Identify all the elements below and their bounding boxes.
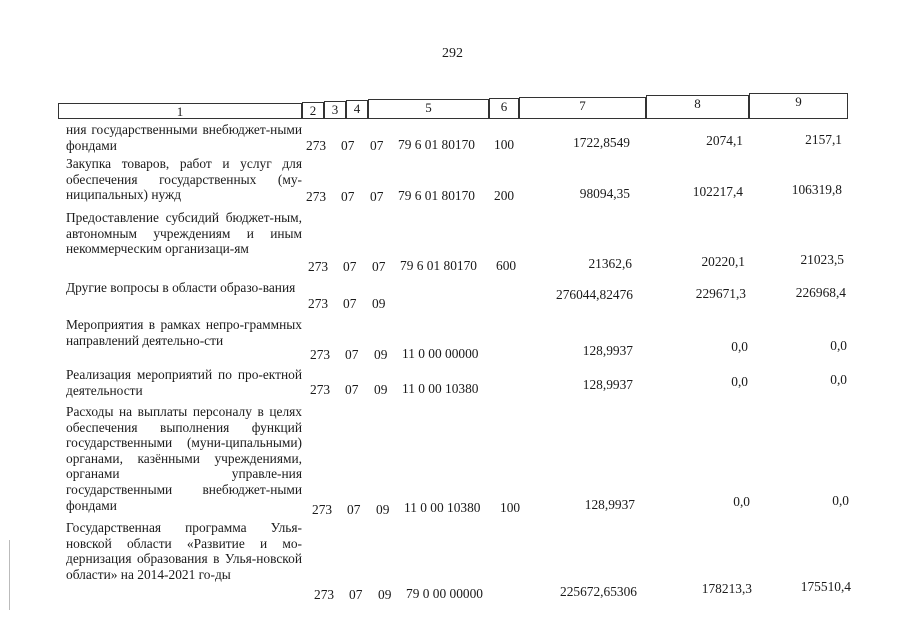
cell-col-4: 07 xyxy=(370,189,384,204)
cell-col-8: 2074,1 xyxy=(706,133,743,148)
row-description: ния государственными внебюджет-ными фондами xyxy=(66,122,302,153)
cell-col-5: 11 0 00 00000 xyxy=(402,346,479,361)
cell-col-5: 11 0 00 10380 xyxy=(402,381,479,396)
cell-col-5: 79 0 00 00000 xyxy=(406,586,483,601)
header-col-1: 1 xyxy=(58,103,302,119)
row-description: Предоставление субсидий бюджет-ным, автономным учреждениям и иным некоммерческим организаци-ям xyxy=(66,210,302,257)
header-col-2: 2 xyxy=(302,102,324,119)
cell-col-8: 0,0 xyxy=(731,374,748,389)
cell-col-9: 0,0 xyxy=(830,372,847,387)
cell-col-7: 276044,82476 xyxy=(556,287,633,302)
cell-col-7: 128,9937 xyxy=(582,377,633,392)
cell-col-2: 273 xyxy=(308,259,329,274)
cell-col-2: 273 xyxy=(312,502,333,517)
page-number: 292 xyxy=(442,46,463,61)
header-col-4: 4 xyxy=(346,100,368,119)
cell-col-4: 09 xyxy=(374,347,388,362)
cell-col-7: 225672,65306 xyxy=(560,584,637,599)
row-description: Мероприятия в рамках непро-граммных направлений деятельно-сти xyxy=(66,317,302,348)
header-col-7: 7 xyxy=(519,97,646,119)
cell-col-9: 106319,8 xyxy=(791,182,842,197)
header-col-5: 5 xyxy=(368,99,489,119)
cell-col-9: 2157,1 xyxy=(805,132,842,147)
cell-col-3: 07 xyxy=(343,259,357,274)
row-description: Закупка товаров, работ и услуг для обеспечения государственных (му-ниципальных) нужд xyxy=(66,156,302,203)
cell-col-2: 273 xyxy=(308,296,329,311)
cell-col-3: 07 xyxy=(345,382,359,397)
cell-col-3: 07 xyxy=(341,138,355,153)
cell-col-2: 273 xyxy=(314,587,335,602)
cell-col-2: 273 xyxy=(310,382,331,397)
cell-col-7: 128,9937 xyxy=(582,343,633,358)
cell-col-4: 07 xyxy=(372,259,386,274)
cell-col-8: 0,0 xyxy=(733,494,750,509)
cell-col-9: 0,0 xyxy=(832,493,849,508)
cell-col-9: 175510,4 xyxy=(800,579,851,594)
scan-margin-line xyxy=(9,540,10,610)
cell-col-9: 0,0 xyxy=(830,338,847,353)
cell-col-3: 07 xyxy=(341,189,355,204)
cell-col-7: 1722,8549 xyxy=(573,135,630,150)
cell-col-3: 07 xyxy=(349,587,363,602)
cell-col-8: 102217,4 xyxy=(692,184,743,199)
header-col-8: 8 xyxy=(646,95,749,119)
cell-col-8: 20220,1 xyxy=(701,254,745,269)
cell-col-6: 200 xyxy=(494,188,515,203)
cell-col-2: 273 xyxy=(306,138,327,153)
cell-col-3: 07 xyxy=(347,502,361,517)
row-description: Государственная программа Улья-новской области «Развитие и мо-дернизация образования в Улья-новской области» на 2014-2021 го-ды xyxy=(66,520,302,582)
header-col-3: 3 xyxy=(324,101,346,119)
cell-col-6: 100 xyxy=(494,137,515,152)
header-col-6: 6 xyxy=(489,98,519,119)
cell-col-8: 229671,3 xyxy=(695,286,746,301)
cell-col-4: 09 xyxy=(376,502,390,517)
cell-col-9: 226968,4 xyxy=(795,285,846,300)
cell-col-4: 09 xyxy=(374,382,388,397)
cell-col-7: 128,9937 xyxy=(584,497,635,512)
row-description: Реализация мероприятий по про-ектной деятельности xyxy=(66,367,302,398)
cell-col-4: 07 xyxy=(370,138,384,153)
header-col-9: 9 xyxy=(749,93,848,119)
cell-col-7: 21362,6 xyxy=(588,256,632,271)
table-header-row xyxy=(58,93,848,119)
cell-col-8: 0,0 xyxy=(731,339,748,354)
cell-col-6: 600 xyxy=(496,258,517,273)
row-description: Другие вопросы в области образо-вания xyxy=(66,280,296,295)
cell-col-5: 79 6 01 80170 xyxy=(398,137,475,152)
cell-col-8: 178213,3 xyxy=(701,581,752,596)
cell-col-7: 98094,35 xyxy=(579,186,630,201)
cell-col-5: 11 0 00 10380 xyxy=(404,500,481,515)
cell-col-3: 07 xyxy=(345,347,359,362)
cell-col-5: 79 6 01 80170 xyxy=(398,188,475,203)
cell-col-2: 273 xyxy=(310,347,331,362)
row-description: Расходы на выплаты персоналу в целях обеспечения выполнения функций государственными (муни-ципальными) органами, казёнными учреждениями, органами управле-ния государственными внебюджет-ными фондами xyxy=(66,404,302,513)
cell-col-2: 273 xyxy=(306,189,327,204)
cell-col-4: 09 xyxy=(378,587,392,602)
cell-col-3: 07 xyxy=(343,296,357,311)
cell-col-6: 100 xyxy=(500,500,521,515)
cell-col-9: 21023,5 xyxy=(800,252,844,267)
cell-col-5: 79 6 01 80170 xyxy=(400,258,477,273)
cell-col-4: 09 xyxy=(372,296,386,311)
